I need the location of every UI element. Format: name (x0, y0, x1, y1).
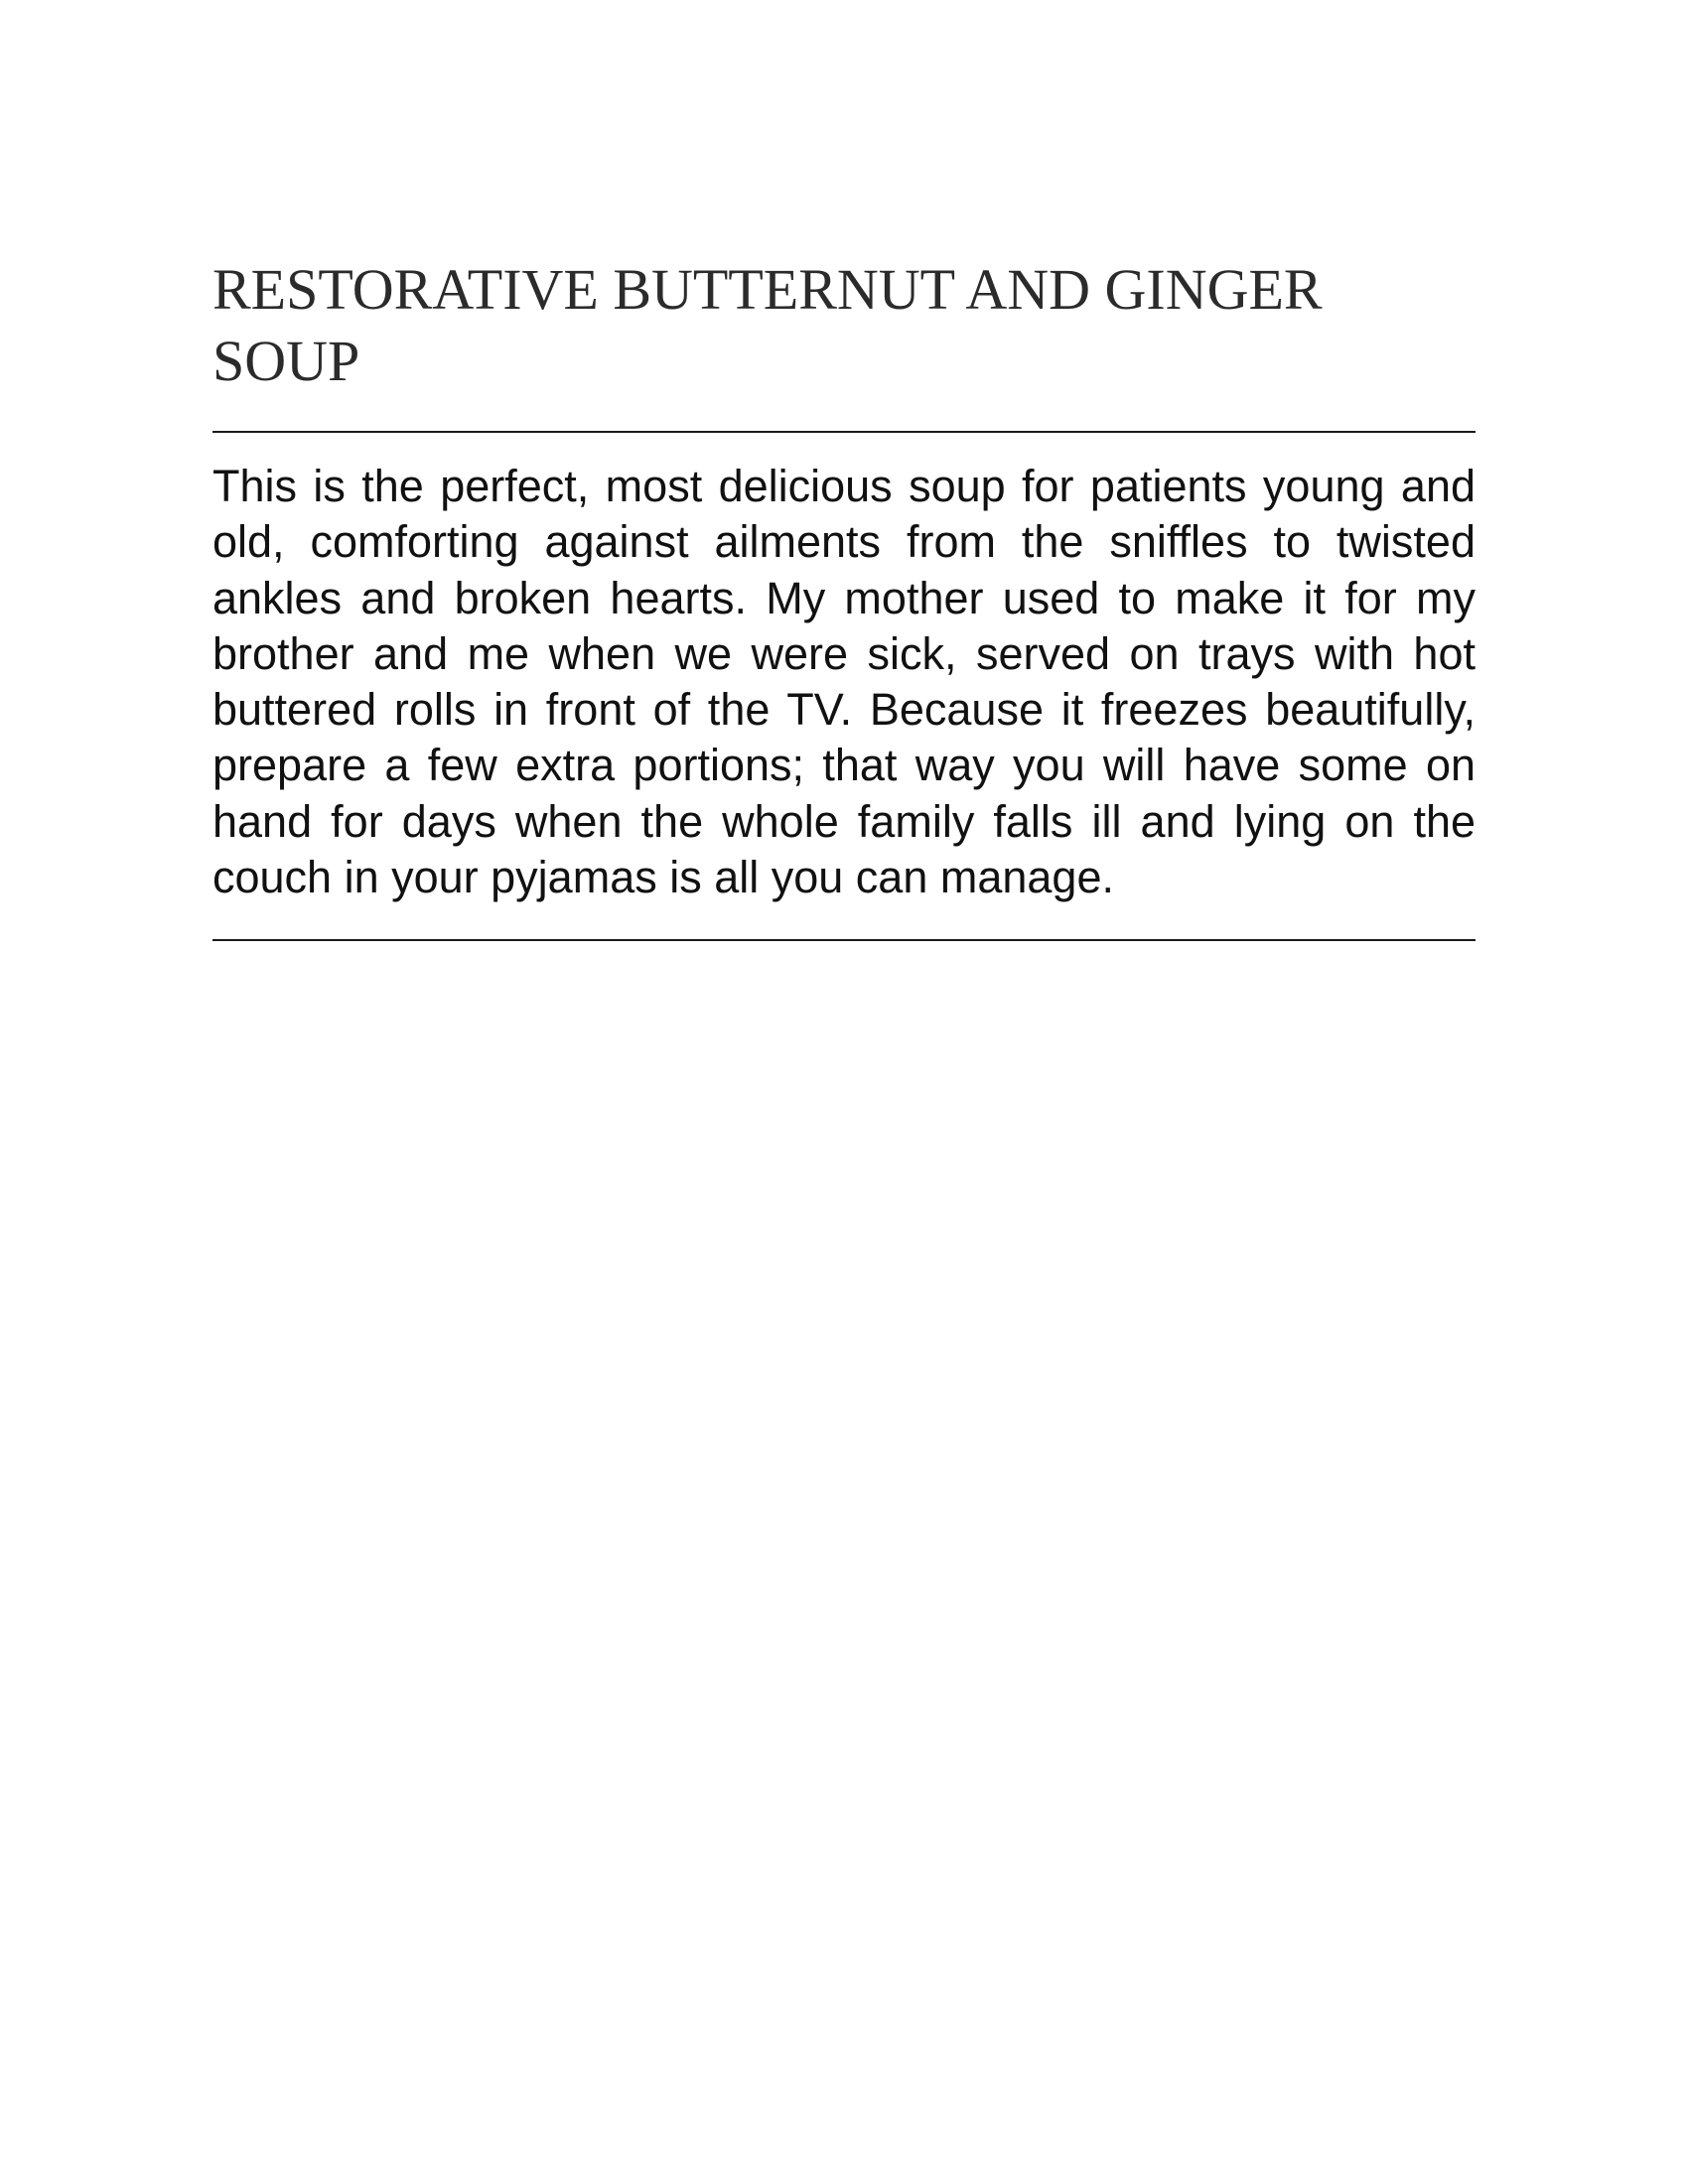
recipe-title: RESTORATIVE BUTTERNUT AND GINGER SOUP (212, 257, 1323, 393)
title-divider (212, 431, 1476, 433)
recipe-intro-paragraph: This is the perfect, most delicious soup for patients young and old, comforting against ailments from the sniffles to twisted ankles and broken hearts. My mother used to make it for my brother and me when we were sick, served on trays with hot buttered rolls in front of the TV. Because it freezes beautifully, prepare a few extra portions; that way you will have some on hand for days when the whole family falls ill and lying on the couch in your pyjamas is all you can manage. (212, 461, 1476, 903)
intro-divider (212, 939, 1476, 941)
recipe-section (212, 254, 1476, 941)
